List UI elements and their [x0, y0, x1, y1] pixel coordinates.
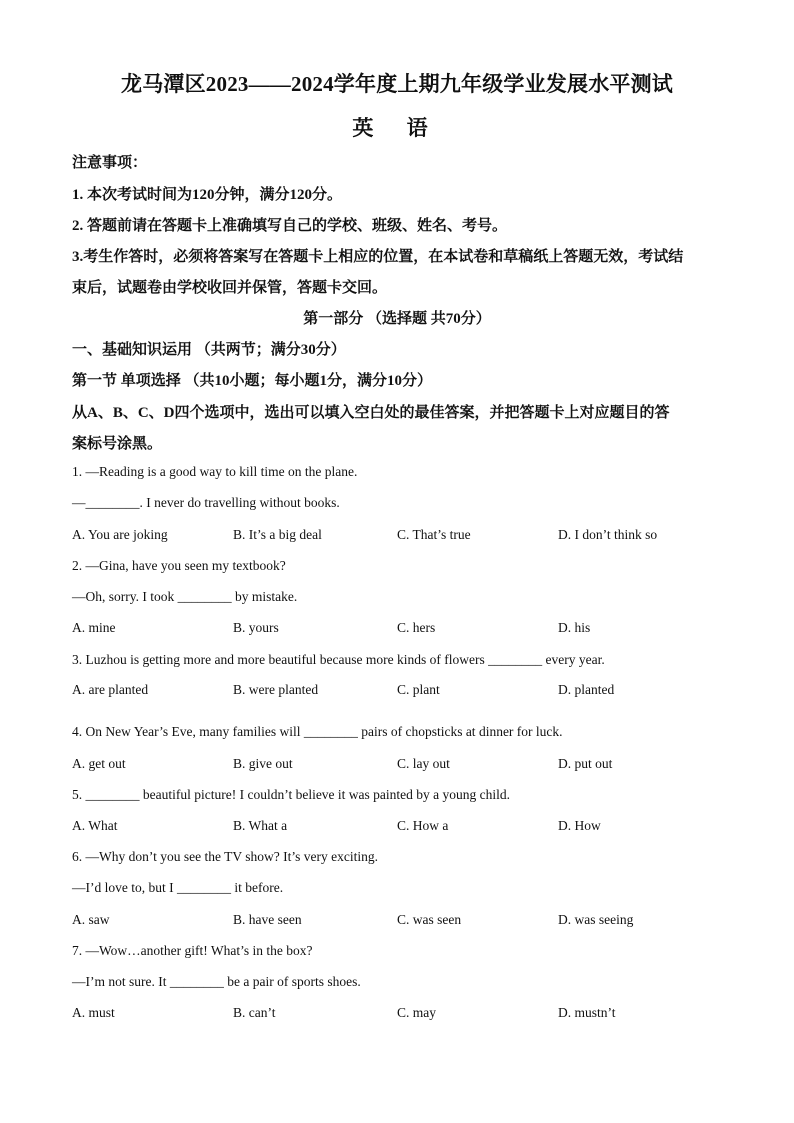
- question-line: 2. —Gina, have you seen my textbook?: [72, 558, 286, 573]
- option-c: C. How a: [397, 818, 449, 833]
- option-b: B. yours: [233, 620, 279, 635]
- subsection-heading: 第一节 单项选择 （共10小题；每小题1分，满分10分）: [72, 373, 433, 389]
- option-b: B. What a: [233, 818, 288, 833]
- option-row: [72, 620, 722, 638]
- option-a: A. must: [72, 1005, 115, 1020]
- option-a: A. saw: [72, 912, 110, 927]
- option-c: C. was seen: [397, 912, 462, 927]
- option-c: C. lay out: [397, 756, 450, 771]
- question-line: 5. ________ beautiful picture! I couldn’t believe it was painted by a young child.: [72, 787, 511, 802]
- subject-title: 英 语: [352, 116, 442, 140]
- option-c: C. That’s true: [397, 527, 471, 542]
- question-line: 7. —Wow…another gift! What’s in the box?: [72, 943, 313, 958]
- option-a: A. get out: [72, 756, 126, 771]
- option-row: [72, 912, 722, 930]
- option-b: B. It’s a big deal: [233, 527, 322, 542]
- notice-item: 束后，试题卷由学校收回并保管，答题卡交回。: [72, 280, 388, 296]
- option-d: D. was seeing: [558, 912, 634, 927]
- option-d: D. put out: [558, 756, 613, 771]
- option-a: A. mine: [72, 620, 116, 635]
- question-line: 4. On New Year’s Eve, many families will ________ pairs of chopsticks at dinner for luck.: [72, 724, 563, 739]
- option-c: C. hers: [397, 620, 436, 635]
- option-b: B. give out: [233, 756, 293, 771]
- option-d: D. How: [558, 818, 601, 833]
- option-row: [72, 818, 722, 836]
- option-d: D. planted: [558, 682, 615, 697]
- instruction-line: 从A、B、C、D四个选项中，选出可以填入空白处的最佳答案，并把答题卡上对应题目的答: [72, 405, 670, 421]
- question-line: —I’d love to, but I ________ it before.: [72, 880, 284, 895]
- option-row: [72, 527, 722, 545]
- question-line: —________. I never do travelling without books.: [72, 495, 340, 510]
- question-line: 3. Luzhou is getting more and more beautiful because more kinds of flowers ________ every year.: [72, 652, 605, 667]
- option-d: D. mustn’t: [558, 1005, 616, 1020]
- notice-item: 2. 答题前请在答题卡上准确填写自己的学校、班级、姓名、考号。: [72, 218, 508, 234]
- option-b: B. have seen: [233, 912, 302, 927]
- option-d: D. I don’t think so: [558, 527, 658, 542]
- option-c: C. plant: [397, 682, 440, 697]
- question-line: 6. —Why don’t you see the TV show? It’s very exciting.: [72, 849, 378, 864]
- section-heading: 一、基础知识运用 （共两节；满分30分）: [72, 342, 346, 358]
- question-line: —Oh, sorry. I took ________ by mistake.: [72, 589, 298, 604]
- option-b: B. can’t: [233, 1005, 276, 1020]
- option-a: A. What: [72, 818, 118, 833]
- notice-heading: 注意事项：: [72, 155, 148, 171]
- option-b: B. were planted: [233, 682, 319, 697]
- option-d: D. his: [558, 620, 591, 635]
- option-row: [72, 1005, 722, 1023]
- option-a: A. are planted: [72, 682, 149, 697]
- option-row: [72, 682, 722, 700]
- instruction-line: 案标号涂黑。: [72, 436, 163, 452]
- option-row: [72, 756, 722, 774]
- option-a: A. You are joking: [72, 527, 168, 542]
- page-title: 龙马潭区2023——2024学年度上期九年级学业发展水平测试: [121, 72, 673, 96]
- notice-item: 1. 本次考试时间为120分钟，满分120分。: [72, 187, 343, 203]
- notice-item: 3.考生作答时，必须将答案写在答题卡上相应的位置，在本试卷和草稿纸上答题无效，考试结: [72, 249, 684, 265]
- question-line: 1. —Reading is a good way to kill time on the plane.: [72, 464, 358, 479]
- option-c: C. may: [397, 1005, 436, 1020]
- question-line: —I’m not sure. It ________ be a pair of sports shoes.: [72, 974, 361, 989]
- part-heading: 第一部分 （选择题 共70分）: [303, 311, 491, 327]
